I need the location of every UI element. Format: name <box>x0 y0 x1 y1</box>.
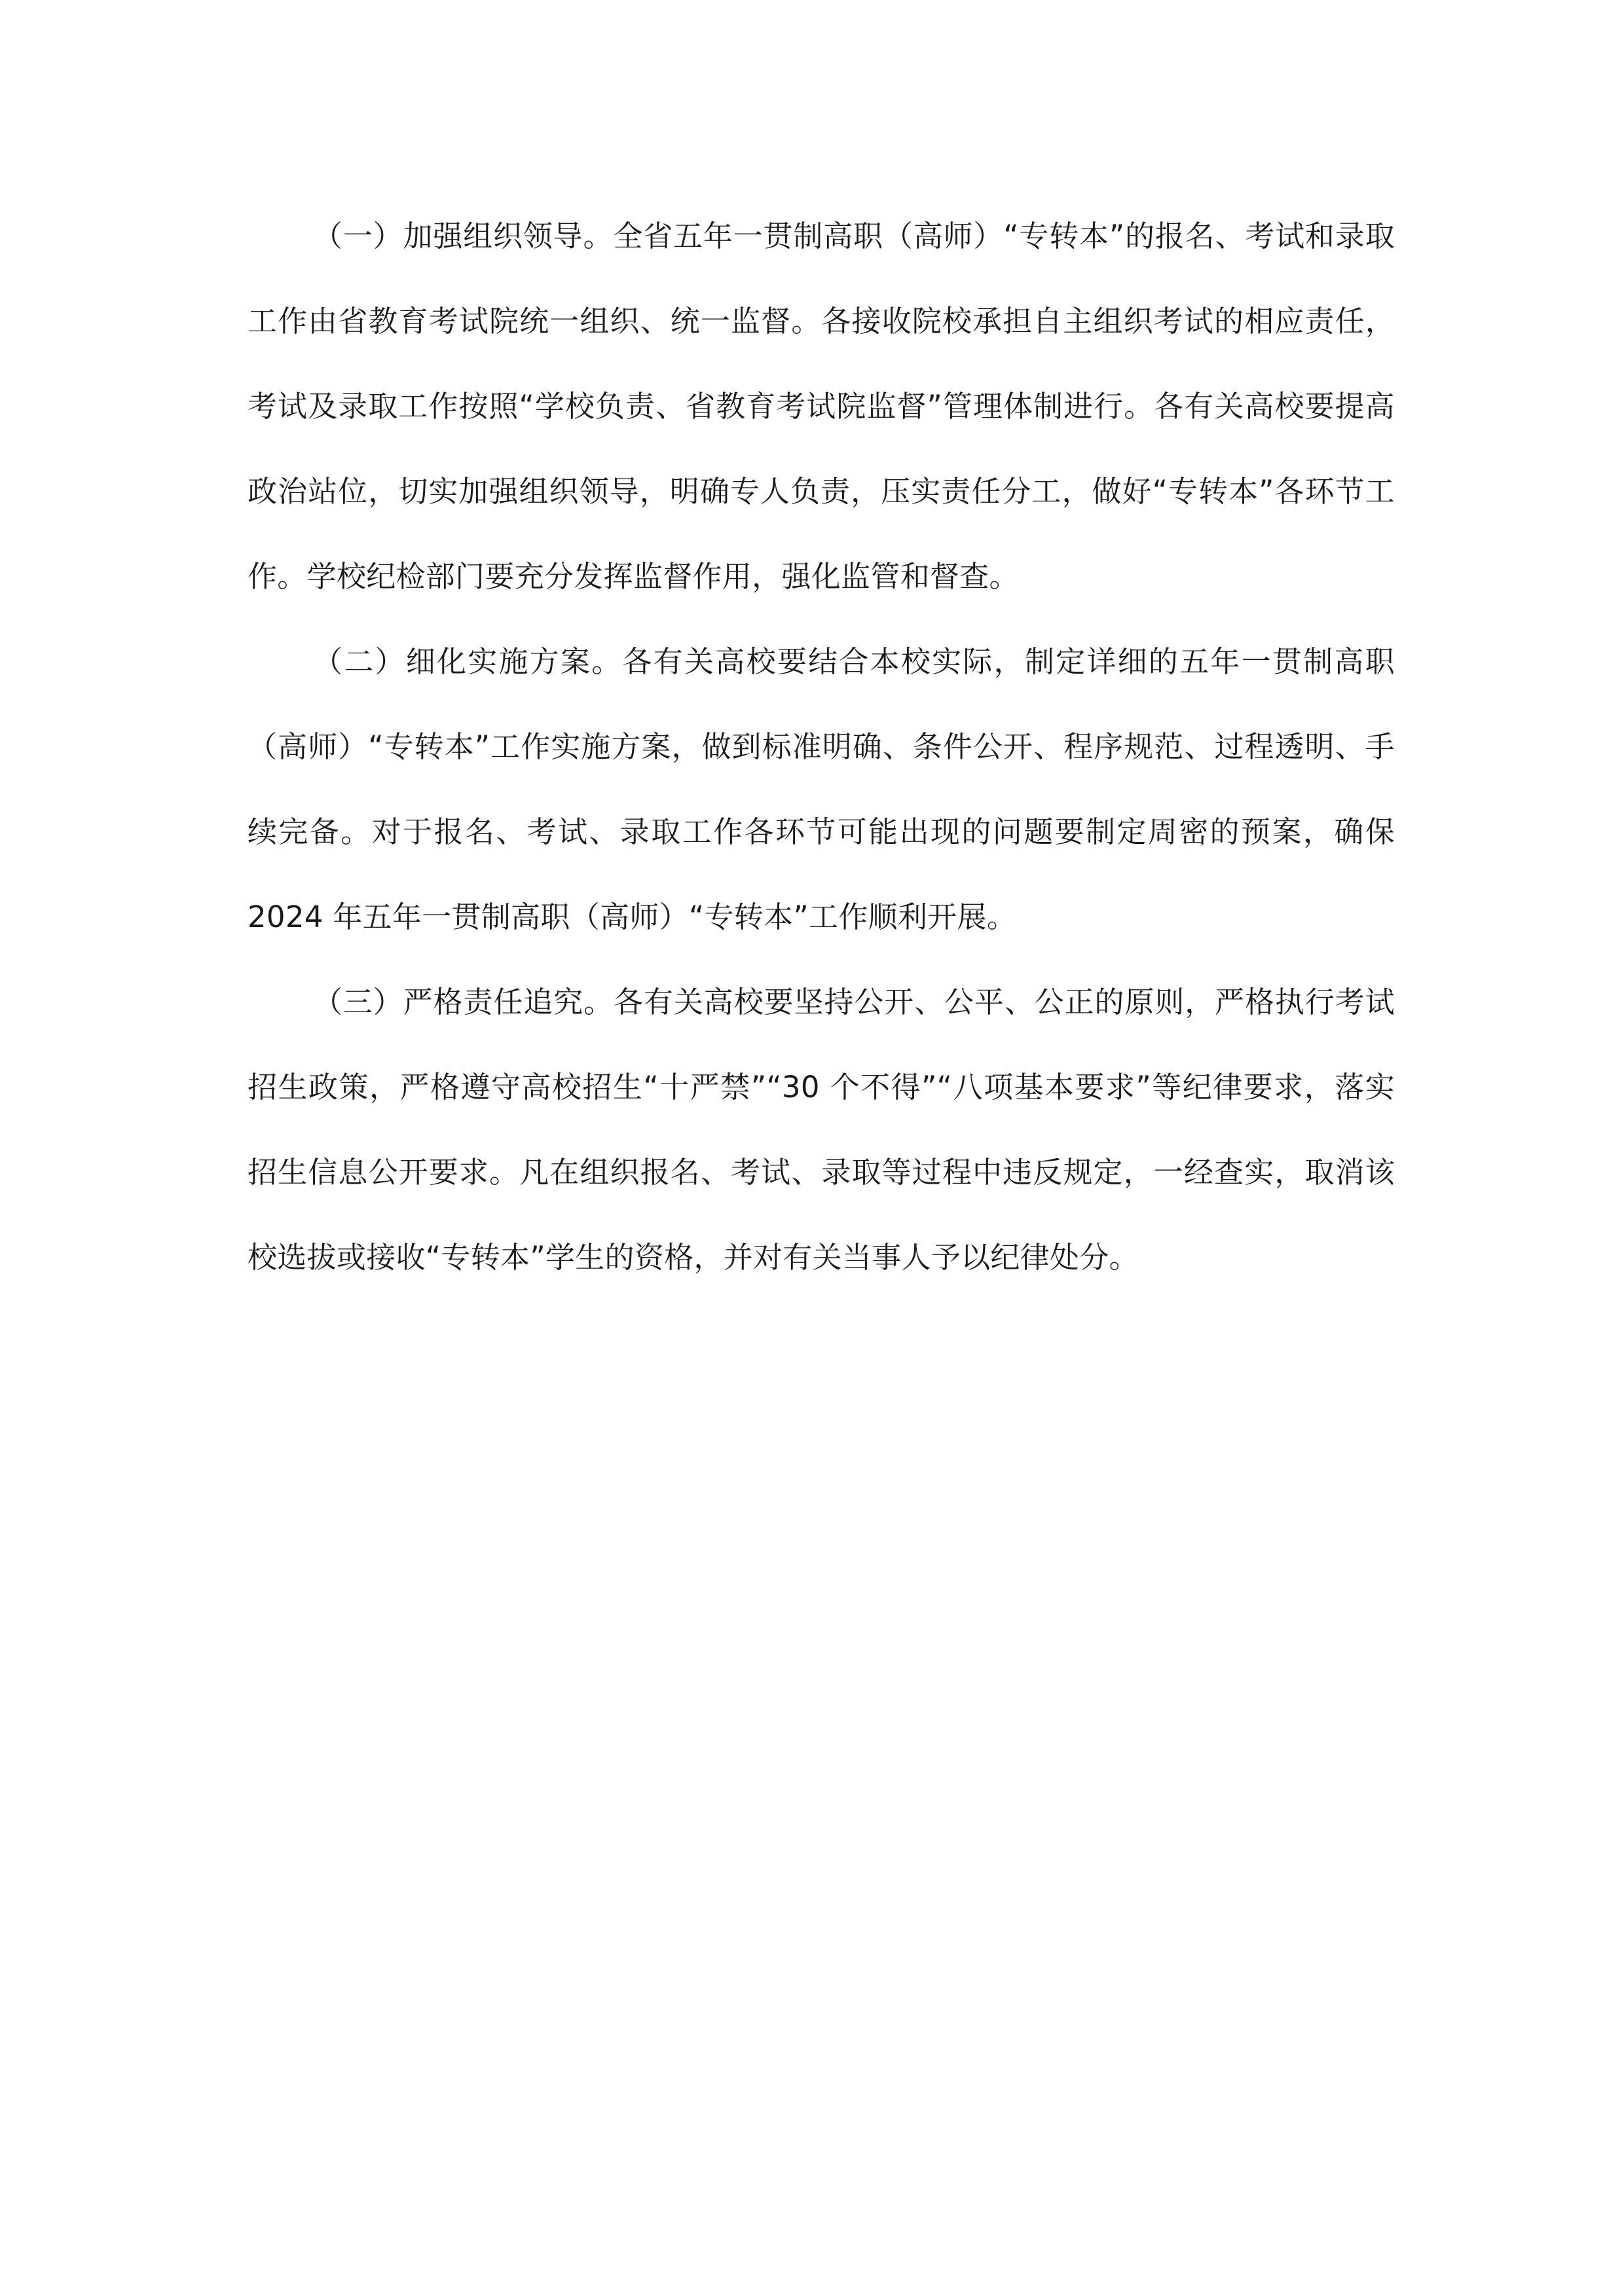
paragraph-accountability: （三）严格责任追究。各有关高校要坚持公开、公平、公正的原则，严格执行考试招生政策，严格遵守高校招生“十严禁”“30 个不得”“八项基本要求”等纪律要求，落实招生信息公开要求。凡在组织报名、考试、录取等过程中违反规定，一经查实，取消该校选拔或接收“专转本”学生的资格，并对有关当事人予以纪律处分。 <box>248 985 1395 1275</box>
paragraph-organization-leadership: （一）加强组织领导。全省五年一贯制高职（高师）“专转本”的报名、考试和录取工作由省教育考试院统一组织、统一监督。各接收院校承担自主组织考试的相应责任，考试及录取工作按照“学校负责、省教育考试院监督”管理体制进行。各有关高校要提高政治站位，切实加强组织领导，明确专人负责，压实责任分工，做好“专转本”各环节工作。学校纪检部门要充分发挥监督作用，强化监管和督查。 <box>248 219 1395 594</box>
paragraph-implementation-plan: （二）细化实施方案。各有关高校要结合本校实际，制定详细的五年一贯制高职（高师）“专转本”工作实施方案，做到标准明确、条件公开、程序规范、过程透明、手续完备。对于报名、考试、录取工作各环节可能出现的问题要制定周密的预案，确保 2024 年五年一贯制高职（高师）“专转本”工作顺利开展。 <box>248 644 1395 934</box>
document-body <box>248 194 1395 1300</box>
